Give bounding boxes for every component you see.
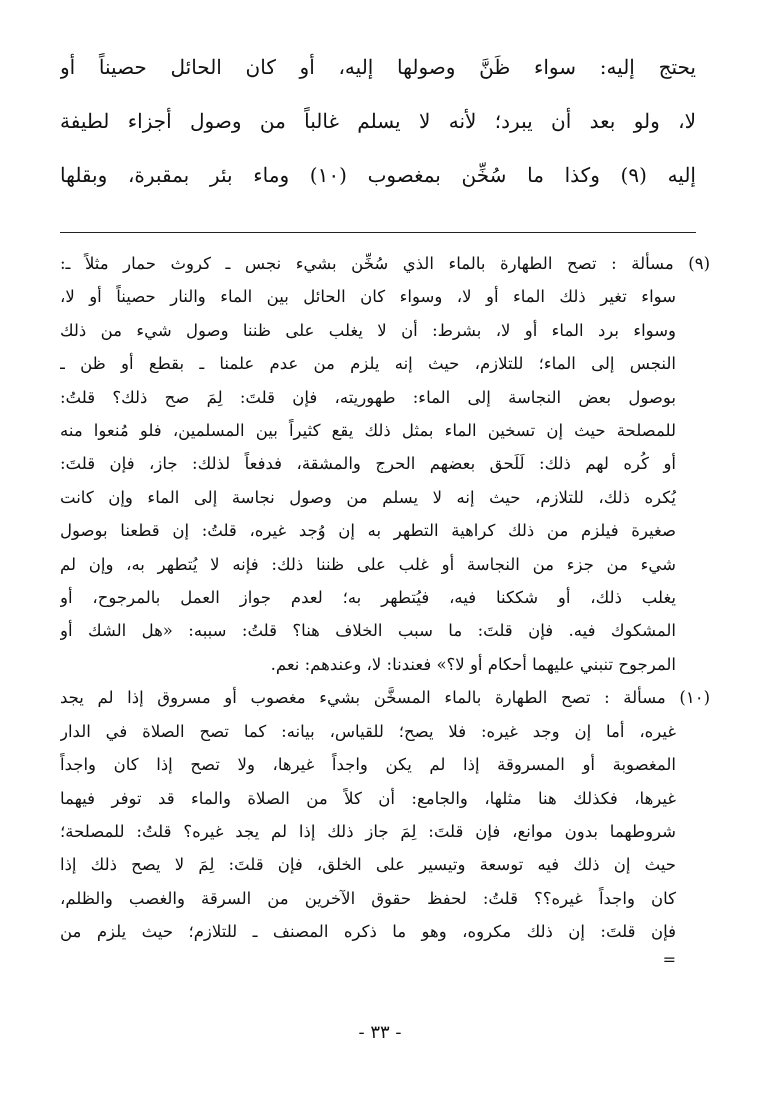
footnote-9 <box>60 247 710 681</box>
footnote-line: (٩) مسألة : تصح الطهارة بالماء الذي سُخِّن بشيء نجس ـ كروث حمار مثلاً ـ: <box>60 254 710 273</box>
main-text-line: إليه (٩) وكذا ما سُخِّن بمغصوب (١٠) وماء بئر بمقبرة، وبقلها <box>60 163 696 187</box>
footnote-line: المشكوك فيه. فإن قلتَ: ما سبب الخلاف هنا؟ قلتُ: سببه: «هل الشك أو <box>60 621 676 641</box>
footnote-line: فإن قلتَ: إن ذلك مكروه، وهو ما ذكره المصنف ـ للتلازم؛ حيث يلزم من <box>60 922 676 942</box>
footnote-line: للمصلحة حيث إن تسخين الماء بمثل ذلك يقع كثيراً بين المسلمين، فلو مُنعوا منه <box>60 421 676 441</box>
footnote-line: غيره، أما إن وجد غيره: فلا يصح؛ للقياس، بيانه: كما تصح الصلاة في الدار <box>60 721 676 741</box>
footnote-line: صغيرة فيلزم من ذلك كراهية التطهر به إن وُجد غيره، قلتُ: إن قطعنا بوصول <box>60 521 676 541</box>
footnote-line: يغلب ذلك، أو شككنا فيه، فيُتطهر به؛ لعدم جواز العمل بالمرجوح، أو <box>60 588 676 608</box>
main-text-block <box>60 40 696 202</box>
footnote-line: المرجوح تنبني عليهما أحكام أو لا؟» فعندنا: لا، وعندهم: نعم. <box>270 654 676 674</box>
footnote-line: (١٠) مسألة : تصح الطهارة بالماء المسخَّن بشيء مغصوب أو مسروق إذا لم يجد <box>60 688 710 708</box>
footnote-line: كان واجداً غيره؟؟ قلتُ: لحفظ حقوق الآخرين من السرقة والغصب والظلم، <box>60 888 676 908</box>
footnote-line: سواء تغير ذلك الماء أو لا، وسواء كان الحائل بين الماء والنار حصيناً أو لا، <box>60 287 676 307</box>
footnote-divider <box>60 232 696 233</box>
book-page <box>60 40 710 971</box>
footnote-line: وسواء برد الماء أو لا، بشرط: أن لا يغلب على ظننا وصول شيء من ذلك <box>60 320 676 340</box>
main-text-line: لا، ولو بعد أن يبرد؛ لأنه لا يسلم غالباً من وصول أجزاء لطيفة <box>60 109 696 133</box>
footnote-line: يُكره ذلك، للتلازم، حيث إنه لا يسلم من وصول نجاسة إلى الماء وإن كانت <box>60 487 676 507</box>
footnote-line: بوصول بعض النجاسة إلى الماء: طهوريته، فإن قلتَ: لِمَ صح ذلك؟ قلتُ: <box>60 387 676 407</box>
main-text-line: يحتج إليه: سواء ظَنَّ وصولها إليه، أو كان الحائل حصيناً أو <box>60 55 696 79</box>
footnote-line: أو كُره لهم ذلك: لَلَحق بعضهم الحرج والمشقة، فدفعاً لذلك: جاز، فإن قلتَ: <box>60 454 676 474</box>
footnote-line: شيء من جزء من النجاسة أو غلب على ظننا ذلك: فإنه لا يُتطهر به، وإن لم <box>60 554 676 574</box>
footnote-line: شروطهما بدون موانع، فإن قلتَ: لِمَ جاز ذلك إذا لم يجد غيره؟ قلتُ: للمصلحة؛ <box>60 821 676 841</box>
footnote-line: حيث إن ذلك فيه توسعة وتيسير على الخلق، فإن قلتَ: لِمَ لا يصح ذلك إذا <box>60 855 676 875</box>
page-number: - ٣٣ - <box>358 1022 402 1043</box>
footnote-line: المغصوبة أو المسروقة إذا لم يكن واجداً غيرها، ولا تصح إذا كان واجداً <box>60 755 676 775</box>
footnote-line: غيرها، فكذلك هنا مثلها، والجامع: أن كلاً من الصلاة والماء قد توفر فيهما <box>60 788 676 808</box>
continuation-mark: = <box>662 949 676 969</box>
footnote-line: النجس إلى الماء؛ للتلازم، حيث إنه يلزم من عدم علمنا ـ بقطع أو ظن ـ <box>60 354 676 374</box>
footnotes-block <box>60 247 710 971</box>
footnote-10 <box>60 681 710 970</box>
